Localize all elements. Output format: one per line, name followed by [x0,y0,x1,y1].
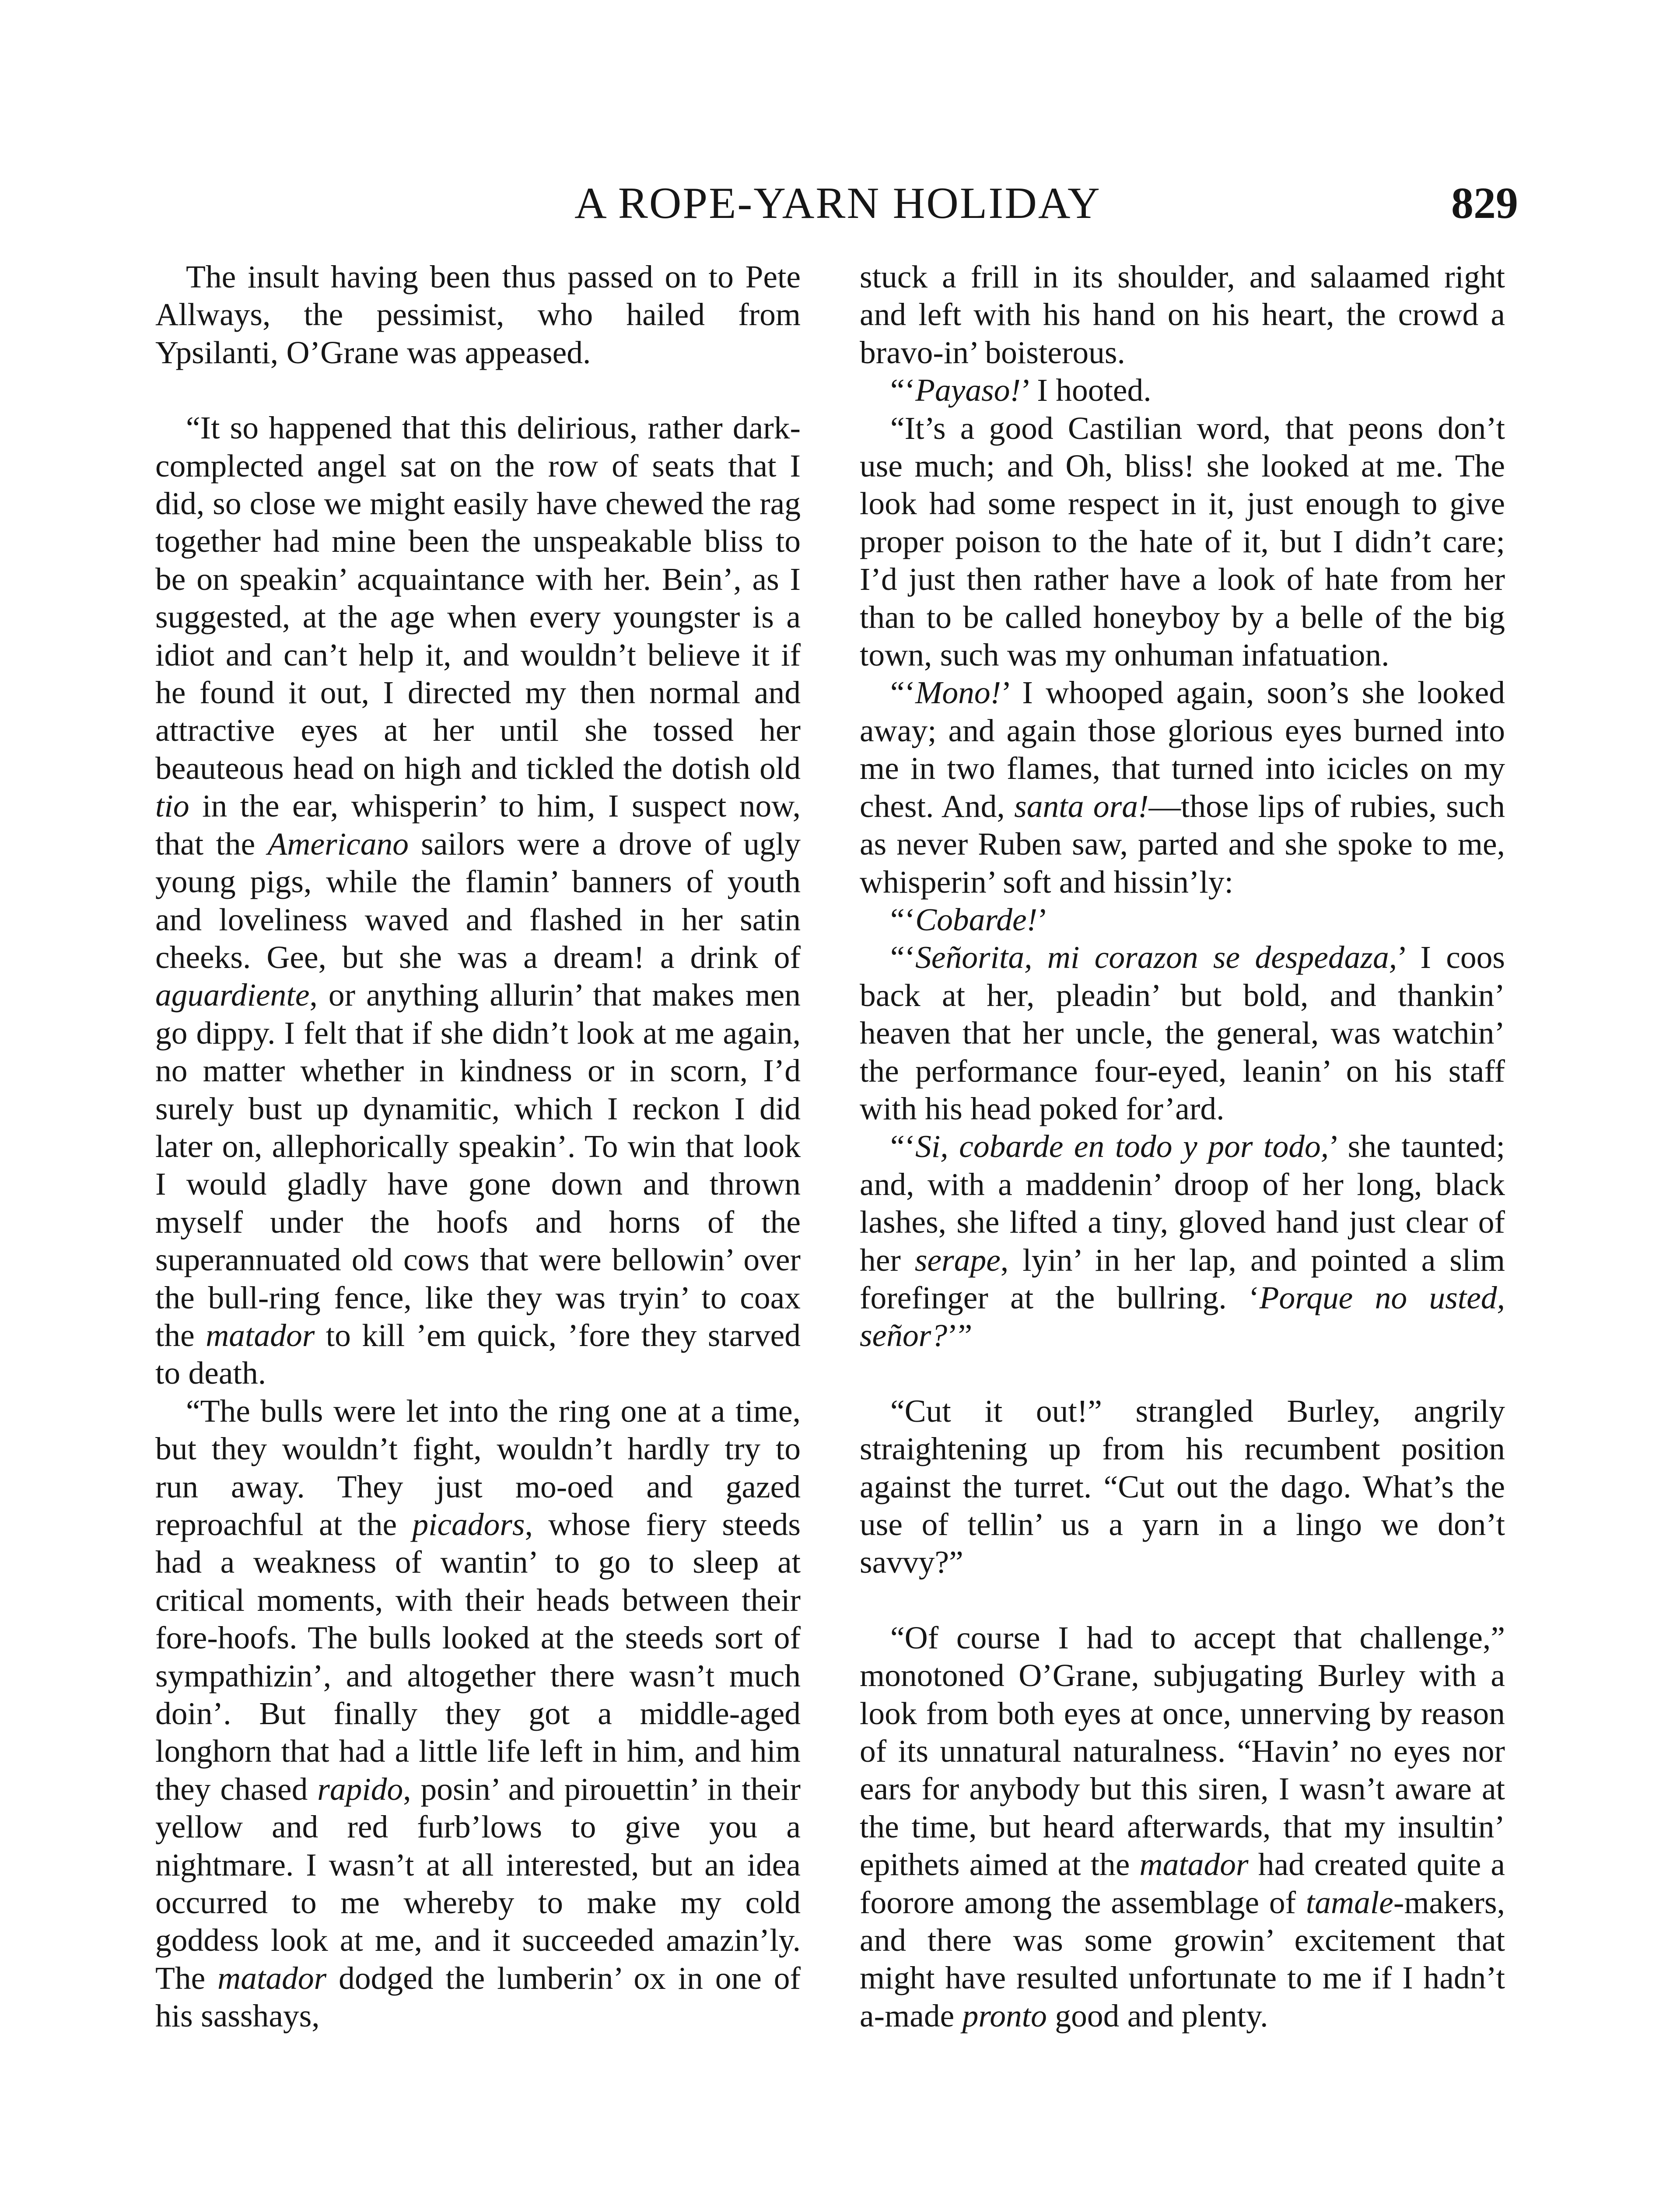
paragraph: “‘Señorita, mi corazon se despedaza,’ I coos back at her, pleadin’ but bold, and thankin’ heaven that her uncle, the general, was watchin’ the performance four-eyed, leanin’ on his staff with his head poked for’ard. [860,940,1505,1126]
paragraph: “‘Mono!’ I whooped again, soon’s she looked away; and again those glorious eyes burned into me in two flames, that turned into icicles on my chest. And, santa ora!—those lips of rubies, such as never Ruben saw, parted and she spoke to me, whisperin’ soft and hissin’ly: [860,675,1505,900]
right-column [860,258,1505,2035]
paragraph: The insult having been thus passed on to Pete Allways, the pessimist, who hailed from Ypsilanti, O’Grane was appeased. [155,259,801,370]
paragraph: “It’s a good Castilian word, that peons don’t use much; and Oh, bliss! she looked at me. The look had some respect in it, just enough to give proper poison to the hate of it, but I didn’t care; I’d just then rather have a look of hate from her than to be called honeyboy by a belle of the big town, such was my onhuman infatuation. [860,410,1505,673]
paragraph: “Of course I had to accept that challenge,” monotoned O’Grane, subjugating Burley with a look from both eyes at once, unnerving by reason of its unnatural naturalness. “Havin’ no eyes nor ears for anybody but this siren, I wasn’t aware at the time, but heard afterwards, that my insultin’ epithets aimed at the matador had created quite a foorore among the assemblage of tamale-makers, and there was some growin’ excitement that might have resulted unfortunate to me if I hadn’t a-made pronto good and plenty. [860,1620,1505,2034]
page-title: A ROPE-YARN HOLIDAY [574,179,1101,228]
page-number: 829 [1451,179,1518,228]
running-head [158,175,1518,232]
left-column [155,258,801,2035]
paragraph: “‘Cobarde!’ [890,901,1048,937]
paragraph: “‘Si, cobarde en todo y por todo,’ she taunted; and, with a maddenin’ droop of her long, black lashes, she lifted a tiny, gloved hand just clear of her serape, lyin’ in her lap, and pointed a slim forefinger at the bullring. ‘Porque no usted, señor?’” [860,1129,1505,1353]
paragraph: “‘Payaso!’ I hooted. [890,372,1152,408]
paragraph: “Cut it out!” strangled Burley, angrily straightening up from his recumbent position against the turret. “Cut out the dago. What’s the use of tellin’ us a yarn in a lingo we don’t savvy?” [860,1393,1505,1580]
paragraph: stuck a frill in its shoulder, and salaamed right and left with his hand on his heart, the crowd a bravo-in’ boisterous. [860,259,1505,370]
paragraph: “The bulls were let into the ring one at a time, but they wouldn’t fight, wouldn’t hardly try to run away. They just mo-oed and gazed reproachful at the picadors, whose fiery steeds had a weakness of wantin’ to go to sleep at critical moments, with their heads between their fore-hoofs. The bulls looked at the steeds sort of sympathizin’, and altogether there wasn’t much doin’. But finally they got a middle-aged longhorn that had a little life left in him, and him they chased rapido, posin’ and pirouettin’ in their yellow and red furb’lows to give you a nightmare. I wasn’t at all interested, but an idea occurred to me whereby to make my cold goddess look at me, and it succeeded amazin’ly. The matador dodged the lumberin’ ox in one of his sasshays, [155,1393,801,2034]
paragraph: “It so happened that this delirious, rather dark-complected angel sat on the row of seats that I did, so close we might easily have chewed the rag together had mine been the unspeakable bliss to be on speakin’ acquaintance with her. Bein’, as I suggested, at the age when every youngster is a idiot and can’t help it, and wouldn’t believe it if he found it out, I directed my then normal and attractive eyes at her until she tossed her beauteous head on high and tickled the dotish old tio in the ear, whisperin’ to him, I suspect now, that the Americano sailors were a drove of ugly young pigs, while the flamin’ banners of youth and loveliness waved and flashed in her satin cheeks. Gee, but she was a dream! a drink of aguardiente, or anything allurin’ that makes men go dippy. I felt that if she didn’t look at me again, no matter whether in kindness or in scorn, I’d surely bust up dynamitic, which I reckon I did later on, allephorically speakin’. To win that look I would gladly have gone down and thrown myself under the hoofs and horns of the superannuated old cows that were bellowin’ over the bull-ring fence, like they was tryin’ to coax the matador to kill ’em quick, ’fore they starved to death. [155,410,801,1391]
